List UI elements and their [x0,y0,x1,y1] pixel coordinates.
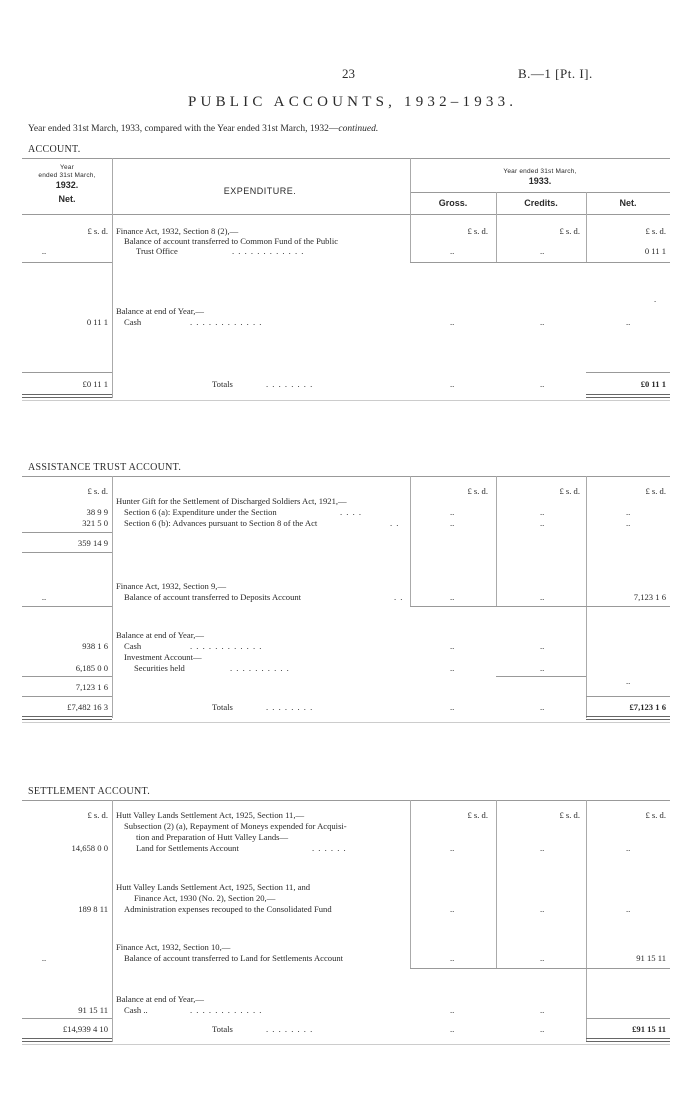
a-item1-title: Finance Act, 1932, Section 8 (2),— [116,226,239,236]
section-c-heading: SETTLEMENT ACCOUNT. [28,786,150,797]
a-item1-prev: .. [41,246,47,256]
a-item1-line1: Balance of account transferred to Common Fund of the Public [124,236,339,246]
a-totals-label: Totals [212,379,233,389]
col-expenditure: EXPENDITURE. [223,186,297,196]
c-item3-prev: .. [41,953,47,963]
c-item1-prev: 14,658 0 0 [71,843,108,853]
col-year-1932-line2: ended 31st March, [38,172,96,179]
b-investment-label: Investment Account— [124,652,202,662]
currency-gross-c: £ s. d. [467,810,488,820]
c-item2-prev: 189 8 11 [78,904,108,914]
currency-gross-b: £ s. d. [467,486,488,496]
c-item1-line1: Subsection (2) (a), Repayment of Moneys expended for Acquisi- [124,821,347,831]
currency-credits-b: £ s. d. [559,486,580,496]
c-item1-line3: Land for Settlements Account [136,843,239,853]
currency-credits-a: £ s. d. [559,226,580,236]
document-reference: B.—1 [Pt. I]. [518,66,593,81]
currency-prev-b: £ s. d. [87,486,108,496]
page-subtitle: Year ended 31st March, 1933, compared with the Year ended 31st March, 1932—continued. [28,124,379,134]
b-item2-net: 7,123 1 6 [633,592,666,602]
b-item1-b-prev: 321 5 0 [82,518,108,528]
c-cash-prev: 91 15 11 [78,1005,108,1015]
b-cash-label: Cash [124,641,142,651]
currency-net-a: £ s. d. [645,226,666,236]
c-item1-line2: tion and Preparation of Hutt Valley Lands— [136,832,289,842]
a-total-net: £0 11 1 [640,379,666,389]
section-a-heading: ACCOUNT. [28,144,81,155]
b-securities-label: Securities held [134,663,185,673]
c-item2-title: Hutt Valley Lands Settlement Act, 1925, Section 11, and [116,882,311,892]
c-balance-title: Balance at end of Year,— [116,994,204,1004]
page-title: PUBLIC ACCOUNTS, 1932–1933. [188,94,518,110]
col-net: Net. [619,198,637,208]
col-gross: Gross. [438,198,468,208]
c-item2-line2: Administration expenses recouped to the Consolidated Fund [124,904,332,914]
a-cash-prev: 0 11 1 [86,317,108,327]
currency-prev-a: £ s. d. [87,226,108,236]
currency-prev-c: £ s. d. [87,810,108,820]
a-item1-line2: Trust Office [136,246,178,256]
c-item3-title: Finance Act, 1932, Section 10,— [116,942,231,952]
col-year-1933: Year ended 31st March, [503,168,577,175]
a-item1-net: 0 11 1 [644,246,666,256]
a-cash-label: Cash [124,317,142,327]
c-item3-line: Balance of account transferred to Land for Settlements Account [124,953,344,963]
c-item3-net: 91 15 11 [636,953,666,963]
page-number: 23 [342,66,355,81]
c-totals-label: Totals [212,1024,233,1034]
b-item1-a-prev: 38 9 9 [86,507,108,517]
col-year-1933-b: 1933. [528,176,552,186]
b-total-net: £7,123 1 6 [629,702,666,712]
b-balance-title: Balance at end of Year,— [116,630,204,640]
c-item2-line1: Finance Act, 1930 (No. 2), Section 20,— [134,893,276,903]
col-credits: Credits. [524,198,558,208]
b-cash-prev: 938 1 6 [82,641,108,651]
currency-net-c: £ s. d. [645,810,666,820]
c-item1-title: Hutt Valley Lands Settlement Act, 1925, Section 11,— [116,810,305,820]
section-b-heading: ASSISTANCE TRUST ACCOUNT. [28,462,182,473]
b-total-prev: £7,482 16 3 [67,702,108,712]
b-item2-line: Balance of account transferred to Deposits Account [124,592,302,602]
b-subtotal-prev: 359 14 9 [77,538,108,548]
currency-net-b: £ s. d. [645,486,666,496]
c-total-net: £91 15 11 [632,1024,666,1034]
c-cash-label: Cash .. [124,1005,148,1015]
b-item1-b: Section 6 (b): Advances pursuant to Section 8 of the Act [124,518,318,528]
a-total-prev: £0 11 1 [82,379,108,389]
col-year-1932-line3: 1932. [55,180,79,190]
b-item1-a: Section 6 (a): Expenditure under the Section [124,507,277,517]
col-year-1932-line1: Year [60,164,74,171]
b-totals-label: Totals [212,702,233,712]
currency-gross-a: £ s. d. [467,226,488,236]
b-item2-prev: .. [41,592,47,602]
b-balance-sum-prev: 7,123 1 6 [75,682,108,692]
b-item2-title: Finance Act, 1932, Section 9,— [116,581,227,591]
b-securities-prev: 6,185 0 0 [75,663,108,673]
a-balance-title: Balance at end of Year,— [116,306,204,316]
b-item1-title: Hunter Gift for the Settlement of Discharged Soldiers Act, 1921,— [116,496,347,506]
col-net-prev: Net. [58,194,76,204]
c-total-prev: £14,939 4 10 [62,1024,108,1034]
currency-credits-c: £ s. d. [559,810,580,820]
